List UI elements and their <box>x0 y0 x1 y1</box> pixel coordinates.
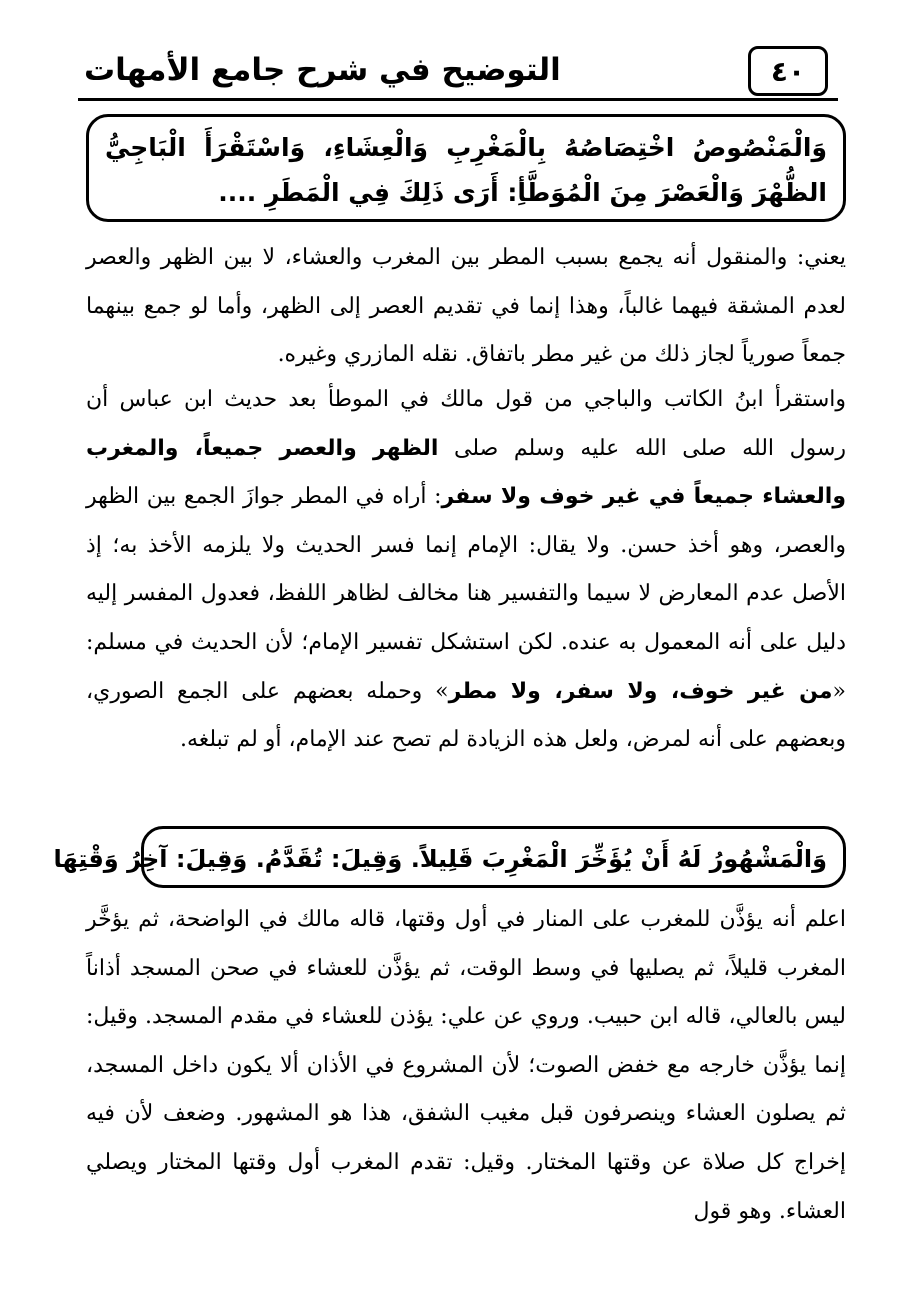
matn-box-1 <box>86 114 846 222</box>
matn-text-2: وَالْمَشْهُورُ لَهُ أَنْ يُؤَخِّرَ الْمَغْرِبَ قَلِيلاً. وَقِيلَ: تُقَدَّمُ. وَقِيلَ: آخِرُ وَقْتِهَا <box>53 845 827 873</box>
commentary-paragraph-3 <box>86 896 846 1236</box>
paragraph-3-text: اعلم أنه يؤذَّن للمغرب على المنار في أول وقتها، قاله مالك في الواضحة، ثم يؤخَّر المغرب قليلاً، ثم يصليها في وسط الوقت، ثم يؤذَّن للعشاء في صحن المسجد أذاناً ليس بالعالي، قاله ابن حبيب. وروي عن علي: يؤذن للعشاء في مقدم المسجد. وقيل: إنما يؤذَّن خارجه مع خفض الصوت؛ لأن المشروع في الأذان ألا يكون داخل المسجد، ثم يصلون العشاء وينصرفون قبل مغيب الشفق، هذا هو المشهور. وضعف لأن فيه إخراج كل صلاة عن وقتها المختار. وقيل: تقدم المغرب أول وقتها المختار ويصلي العشاء. وهو قول <box>86 907 846 1224</box>
commentary-paragraph-1 <box>86 234 846 380</box>
paragraph-2-text-a: واستقرأ ابنُ الكاتب والباجي من قول مالك في الموطأ بعد حديث ابن عباس أن رسول الله صلى الله عليه وسلم صلى <box>86 387 847 461</box>
hadith-quote-2: من غير خوف، ولا سفر، ولا مطر <box>448 678 833 704</box>
hadith-quote-1: الظهر والعصر جميعاً، والمغرب والعشاء جميعاً في غير خوف ولا سفر <box>86 435 847 510</box>
paragraph-2-text-b: : أراه في المطر جوازَ الجمع بين الظهر والعصر، وهو أخذ حسن. ولا يقال: الإمام إنما فسر الحديث ولا يلزمه الأخذ به؛ إذ الأصل عدم المعارض لا سيما والتفسير هنا مخالف لظاهر اللفظ، فعدول المفسر إليه دليل على أنه المعمول به عنده. لكن استشكل تفسير الإمام؛ لأن الحديث في مسلم: « <box>86 484 846 704</box>
matn-text-1: وَالْمَنْصُوصُ اخْتِصَاصُهُ بِالْمَغْرِبِ وَالْعِشَاءِ، وَاسْتَقْرَأَ الْبَاجِيُّ الظُّهْرَ وَالْعَصْرَ مِنَ الْمُوَطَّأِ: أَرَى ذَلِكَ فِي الْمَطَرِ .... <box>105 133 827 207</box>
paragraph-2-text-c: » وحمله بعضهم على الجمع الصوري، وبعضهم على أنه لمرض، ولعل هذه الزيادة لم تصح عند الإمام، أو لم تبلغه. <box>86 678 846 753</box>
running-header <box>78 42 838 106</box>
paragraph-1-text: يعني: والمنقول أنه يجمع بسبب المطر بين المغرب والعشاء، لا بين الظهر والعصر لعدم المشقة فيهما غالباً، وهذا إنما في تقديم العصر إلى الظهر، وأما لو جمع بينهما جمعاً صورياً لجاز ذلك من غير مطر باتفاق. نقله المازري وغيره. <box>86 245 846 368</box>
header-rule <box>78 98 838 101</box>
matn-box-2 <box>53 826 846 888</box>
page-number: ٤٠ <box>748 46 828 96</box>
book-title: التوضيح في شرح جامع الأمهات <box>84 52 561 88</box>
commentary-paragraph-2 <box>86 376 846 765</box>
